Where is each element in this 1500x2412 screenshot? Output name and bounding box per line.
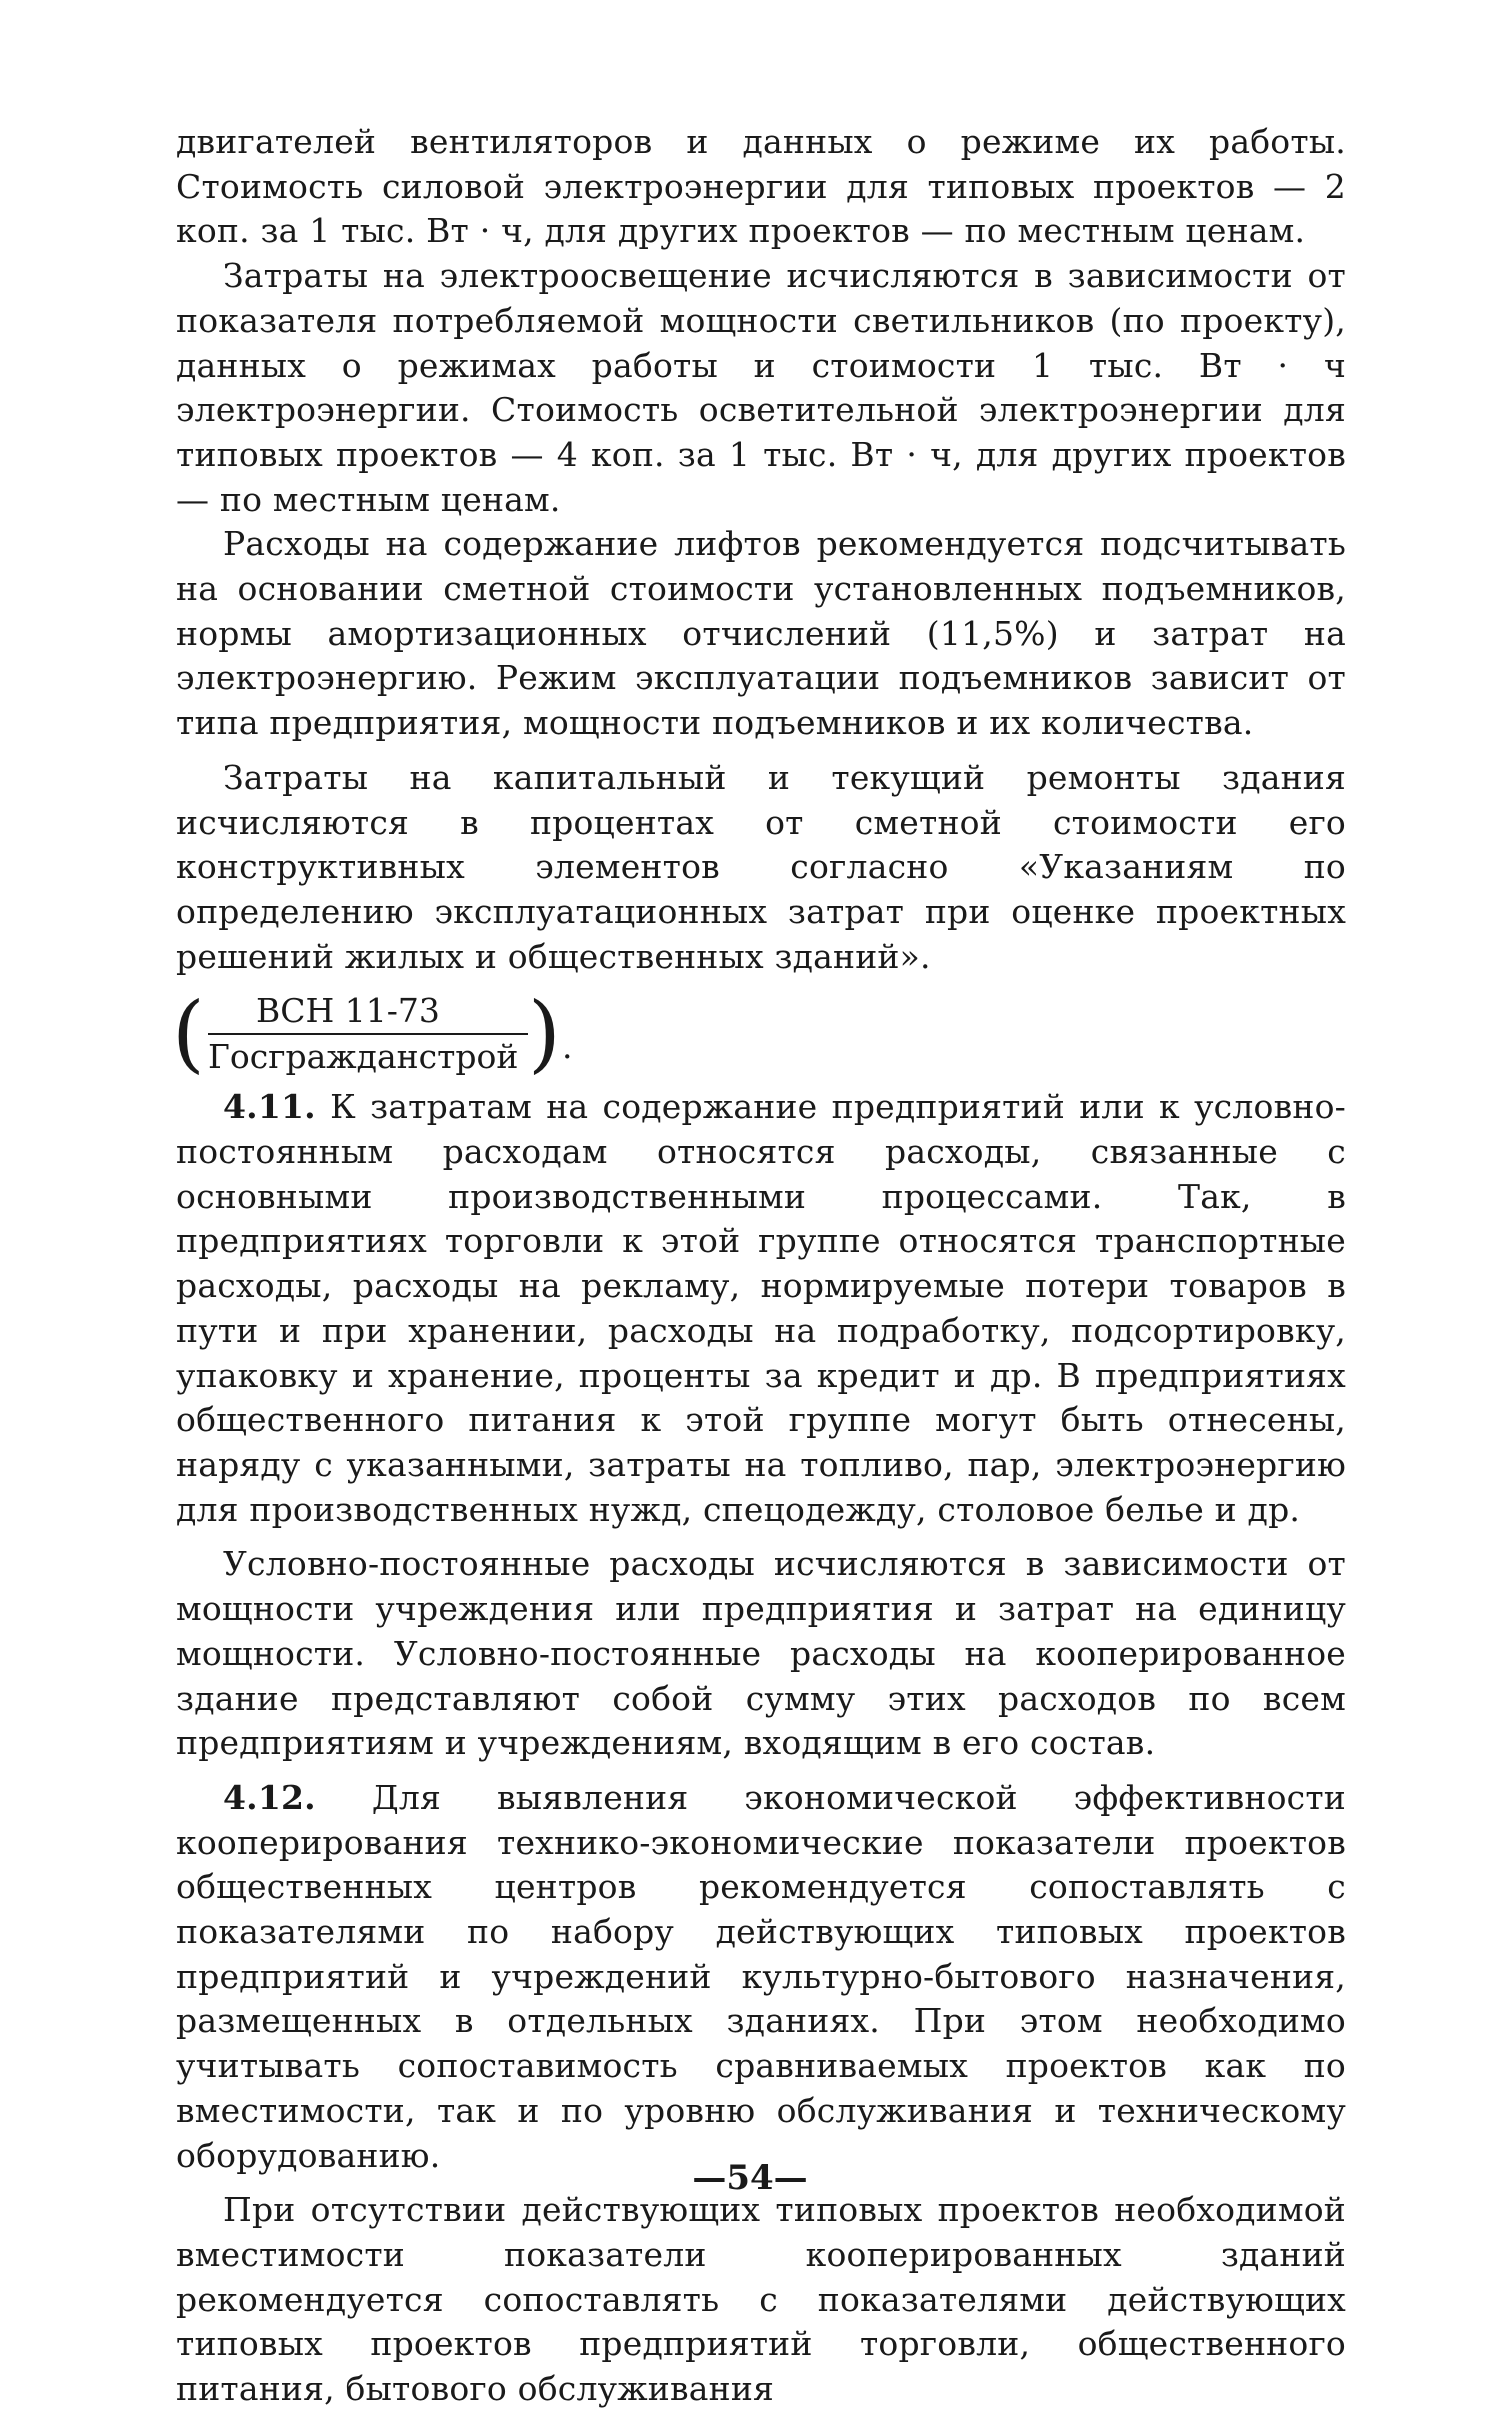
page-number: —54— — [692, 2158, 808, 2198]
paragraph-semi-fixed-costs: Условно-постоянные расходы исчисляются в зависимости от мощности учреждения или предприятия и затрат на единицу мощности. Условно-постоянные расходы на кооперированное здание представляют собой сумму этих расходов по всем предприятиям и учреждениям, входящим в его состав. — [176, 1544, 1346, 1763]
fraction-bar — [208, 1033, 528, 1035]
paragraph-continuation: двигателей вентиляторов и данных о режиме их работы. Стоимость силовой электроэнергии для типовых проектов — 2 коп. за 1 тыс. Вт · ч, для других проектов — по местным ценам. — [176, 122, 1346, 251]
right-parenthesis: ) — [528, 984, 561, 1083]
paragraph-elevator-costs: Расходы на содержание лифтов рекомендуется подсчитывать на основании сметной стоимости установленных подъемников, нормы амортизационных отчислений (11,5%) и затрат на электроэнергию. Режим эксплуатации подъемников зависит от типа предприятия, мощности подъемников и их количества. — [176, 524, 1346, 743]
section-4-11-text: К затратам на содержание предприятий или к условно-постоянным расходам относятся расходы, связанные с основными производственными процессами. Так, в предприятиях торговли к этой группе относятся транспортные расходы, расходы на рекламу, нормируемые потери товаров в пути и при хранении, расходы на подработку, подсортировку, упаковку и хранение, проценты за кредит и др. В предприятиях общественного питания к этой группе могут быть отнесены, наряду с указанными, затраты на топливо, пар, электроэнергию для производственных нужд, спецодежду, столовое белье и др. — [176, 1087, 1346, 1529]
section-number-4-11: 4.11. — [223, 1087, 316, 1127]
fraction-trailing-period: . — [562, 1027, 573, 1067]
paragraph-lighting-costs: Затраты на электроосвещение исчисляются в зависимости от показателя потребляемой мощности светильников (по проекту), данных о режимах работы и стоимости 1 тыс. Вт · ч электроэнергии. Стоимость осветительной электроэнергии для типовых проектов — 4 коп. за 1 тыс. Вт · ч, для других проектов — по местным ценам. — [176, 256, 1346, 519]
paragraph-section-4-11 — [176, 1085, 1346, 1532]
section-4-12-text: Для выявления экономической эффективности кооперирования технико-экономические показатели проектов общественных центров рекомендуется сопоставлять с показателями по набору действующих типовых проектов предприятий и учреждений культурно-бытового назначения, размещенных в отдельных зданиях. При этом необходимо учитывать сопоставимость сравниваемых проектов как по вместимости, так и по уровню обслуживания и техническому оборудованию. — [176, 1777, 1346, 2175]
left-parenthesis: ( — [172, 984, 205, 1083]
paragraph-absence-of-projects: При отсутствии действующих типовых проектов необходимой вместимости показатели кооперированных зданий рекомендуется сопоставлять с показателями действующих типовых проектов предприятий торговли, общественного питания, бытового обслуживания — [176, 2190, 1346, 2409]
text-column — [172, 120, 1346, 2412]
norm-reference-fraction — [172, 984, 1346, 1083]
section-number-4-12: 4.12. — [223, 1777, 316, 1817]
paragraph-repair-costs: Затраты на капитальный и текущий ремонты здания исчисляются в процентах от сметной стоимости его конструктивных элементов согласно «Указаниям по определению эксплуатационных затрат при оценке проектных решений жилых и общественных зданий». — [176, 757, 1346, 976]
paragraph-section-4-12 — [176, 1776, 1346, 2178]
fraction-denominator: Госгражданстрой — [208, 1037, 519, 1077]
fraction-numerator: ВСН 11-73 — [256, 991, 440, 1031]
